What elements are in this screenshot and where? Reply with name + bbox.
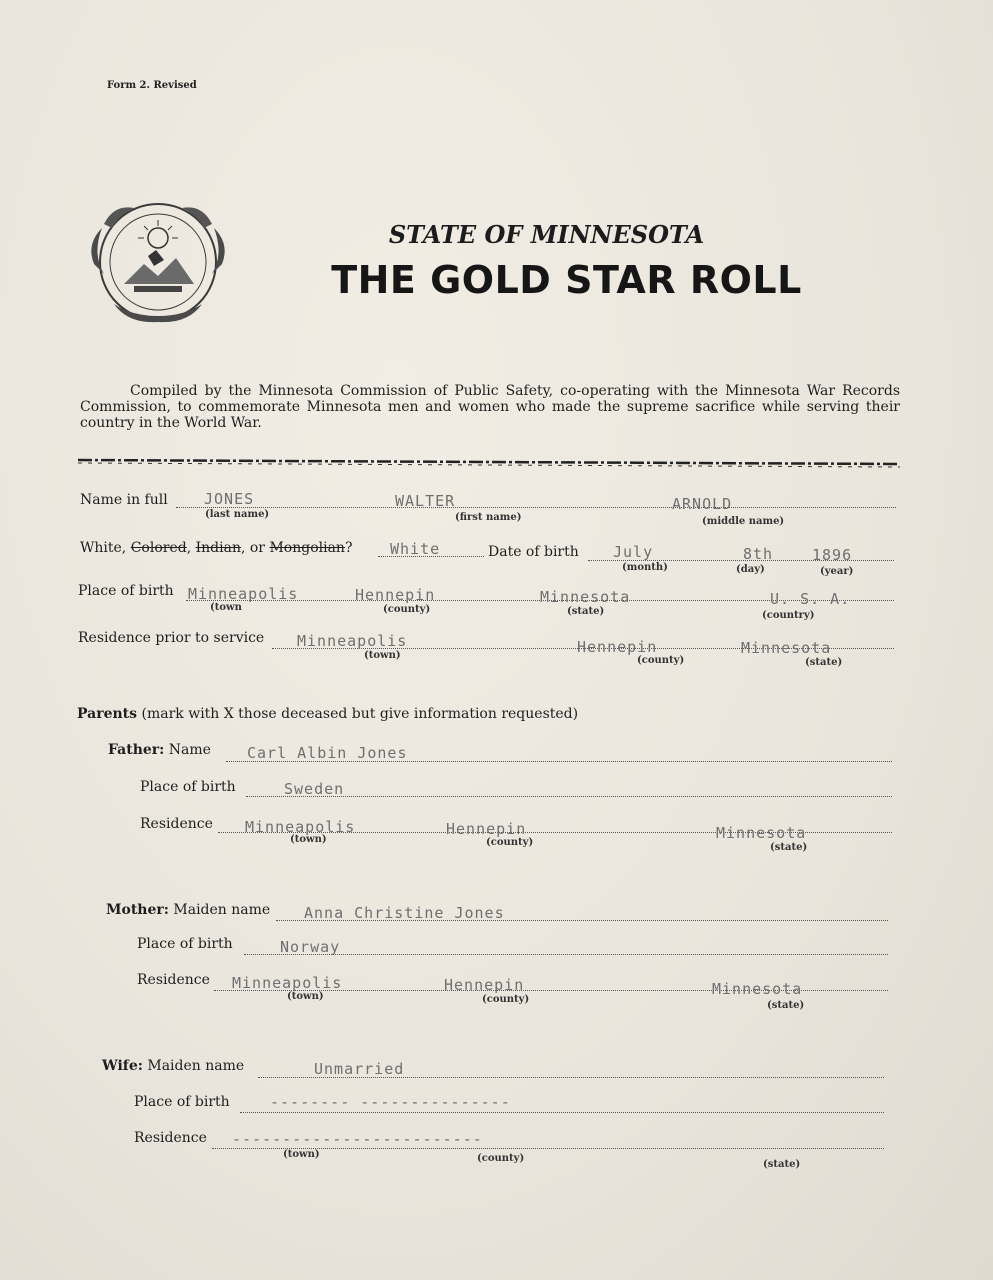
father-state-value: Minnesota [716,824,807,842]
form-number: Form 2. Revised [107,80,197,91]
race-comma: , [186,540,192,556]
father-residence-label: Residence [140,816,213,832]
parents-note: (mark with X those deceased but give information requested) [141,706,579,722]
birth-country-value: U. S. A. [770,590,851,608]
birth-county-caption: (county) [383,604,431,615]
race-question: ? [344,540,353,556]
race-mongolian-option: Mongolian [269,540,345,556]
dob-day-value: 8th [743,545,774,563]
race-value: White [390,540,441,558]
roll-title: THE GOLD STAR ROLL [331,258,802,302]
state-title: STATE OF MINNESOTA [388,220,705,249]
mother-county-value: Hennepin [444,976,525,994]
parents-heading-row [77,706,578,722]
father-county-caption: (county) [486,837,534,848]
birth-country-caption: (country) [762,610,815,621]
wife-name-label: Maiden name [147,1058,245,1074]
dob-label: Date of birth [488,544,579,560]
wife-heading: Wife: [102,1058,143,1074]
birthplace-label: Place of birth [78,583,174,599]
race-line [378,556,484,557]
mother-name-value: Anna Christine Jones [304,904,505,922]
dob-month-caption: (month) [622,562,668,573]
first-name-value: WALTER [395,492,456,510]
residence-label: Residence prior to service [78,630,265,646]
race-or: , or [240,540,265,556]
wife-name-value: Unmarried [314,1060,405,1078]
residence-town-value: Minneapolis [297,632,408,650]
last-name-value: JONES [204,490,255,508]
decorative-divider [78,455,900,469]
race-indian-option: Indian [195,540,241,556]
wife-birth-label: Place of birth [134,1094,230,1110]
mother-name-row [106,902,270,918]
name-line [176,507,896,508]
father-county-value: Hennepin [446,820,527,838]
residence-county-caption: (county) [637,655,685,666]
race-label [80,540,352,556]
father-birthplace-value: Sweden [284,780,345,798]
residence-state-caption: (state) [805,657,843,668]
mother-residence-label: Residence [137,972,210,988]
first-name-caption: (first name) [455,512,522,523]
mother-birth-label: Place of birth [137,936,233,952]
birth-state-value: Minnesota [540,588,631,606]
wife-name-row [102,1058,244,1074]
residence-town-caption: (town) [364,650,401,661]
middle-name-caption: (middle name) [702,516,785,527]
last-name-caption: (last name) [205,509,270,520]
father-town-caption: (town) [290,834,327,845]
race-white-option: White, [80,540,127,556]
dob-day-caption: (day) [736,564,765,575]
father-birth-label: Place of birth [140,779,236,795]
mother-name-label: Maiden name [173,902,271,918]
middle-name-value: ARNOLD [672,495,733,513]
birth-state-caption: (state) [567,606,605,617]
residence-state-value: Minnesota [741,639,832,657]
mother-birthplace-value: Norway [280,938,341,956]
birth-town-value: Minneapolis [188,585,299,603]
birth-county-value: Hennepin [355,586,436,604]
wife-town-caption: (town) [283,1149,320,1160]
father-name-value: Carl Albin Jones [247,744,408,762]
dob-year-caption: (year) [820,566,854,577]
wife-residence-value: ------------------------- [232,1130,483,1148]
intro-paragraph: Compiled by the Minnesota Commission of Public Safety, co-operating with the Minnesota War Records Commission, to commemorate Minnesota men and women who made the supreme sacrifice while serving their country in the World War. [80,383,900,431]
mother-heading: Mother: [106,902,169,918]
mother-town-value: Minneapolis [232,974,343,992]
mother-county-caption: (county) [482,994,530,1005]
father-town-value: Minneapolis [245,818,356,836]
dob-year-value: 1896 [812,546,853,564]
wife-state-caption: (state) [763,1159,801,1170]
residence-county-value: Hennepin [577,638,658,656]
father-name-row [108,742,211,758]
birth-town-caption: (town [210,602,242,613]
wife-residence-label: Residence [134,1130,207,1146]
mother-state-caption: (state) [767,1000,805,1011]
wife-county-caption: (county) [477,1153,525,1164]
mother-town-caption: (town) [287,991,324,1002]
wife-birth-line [240,1112,884,1113]
father-name-label: Name [168,742,211,758]
mother-birth-line [244,954,888,955]
parents-heading: Parents [77,706,138,722]
mother-state-value: Minnesota [712,980,803,998]
race-colored-option: Colored [130,540,187,556]
wife-birthplace-value: -------- --------------- [270,1093,511,1111]
name-label: Name in full [80,492,168,508]
father-state-caption: (state) [770,842,808,853]
dob-month-value: July [613,543,654,561]
father-heading: Father: [108,742,165,758]
